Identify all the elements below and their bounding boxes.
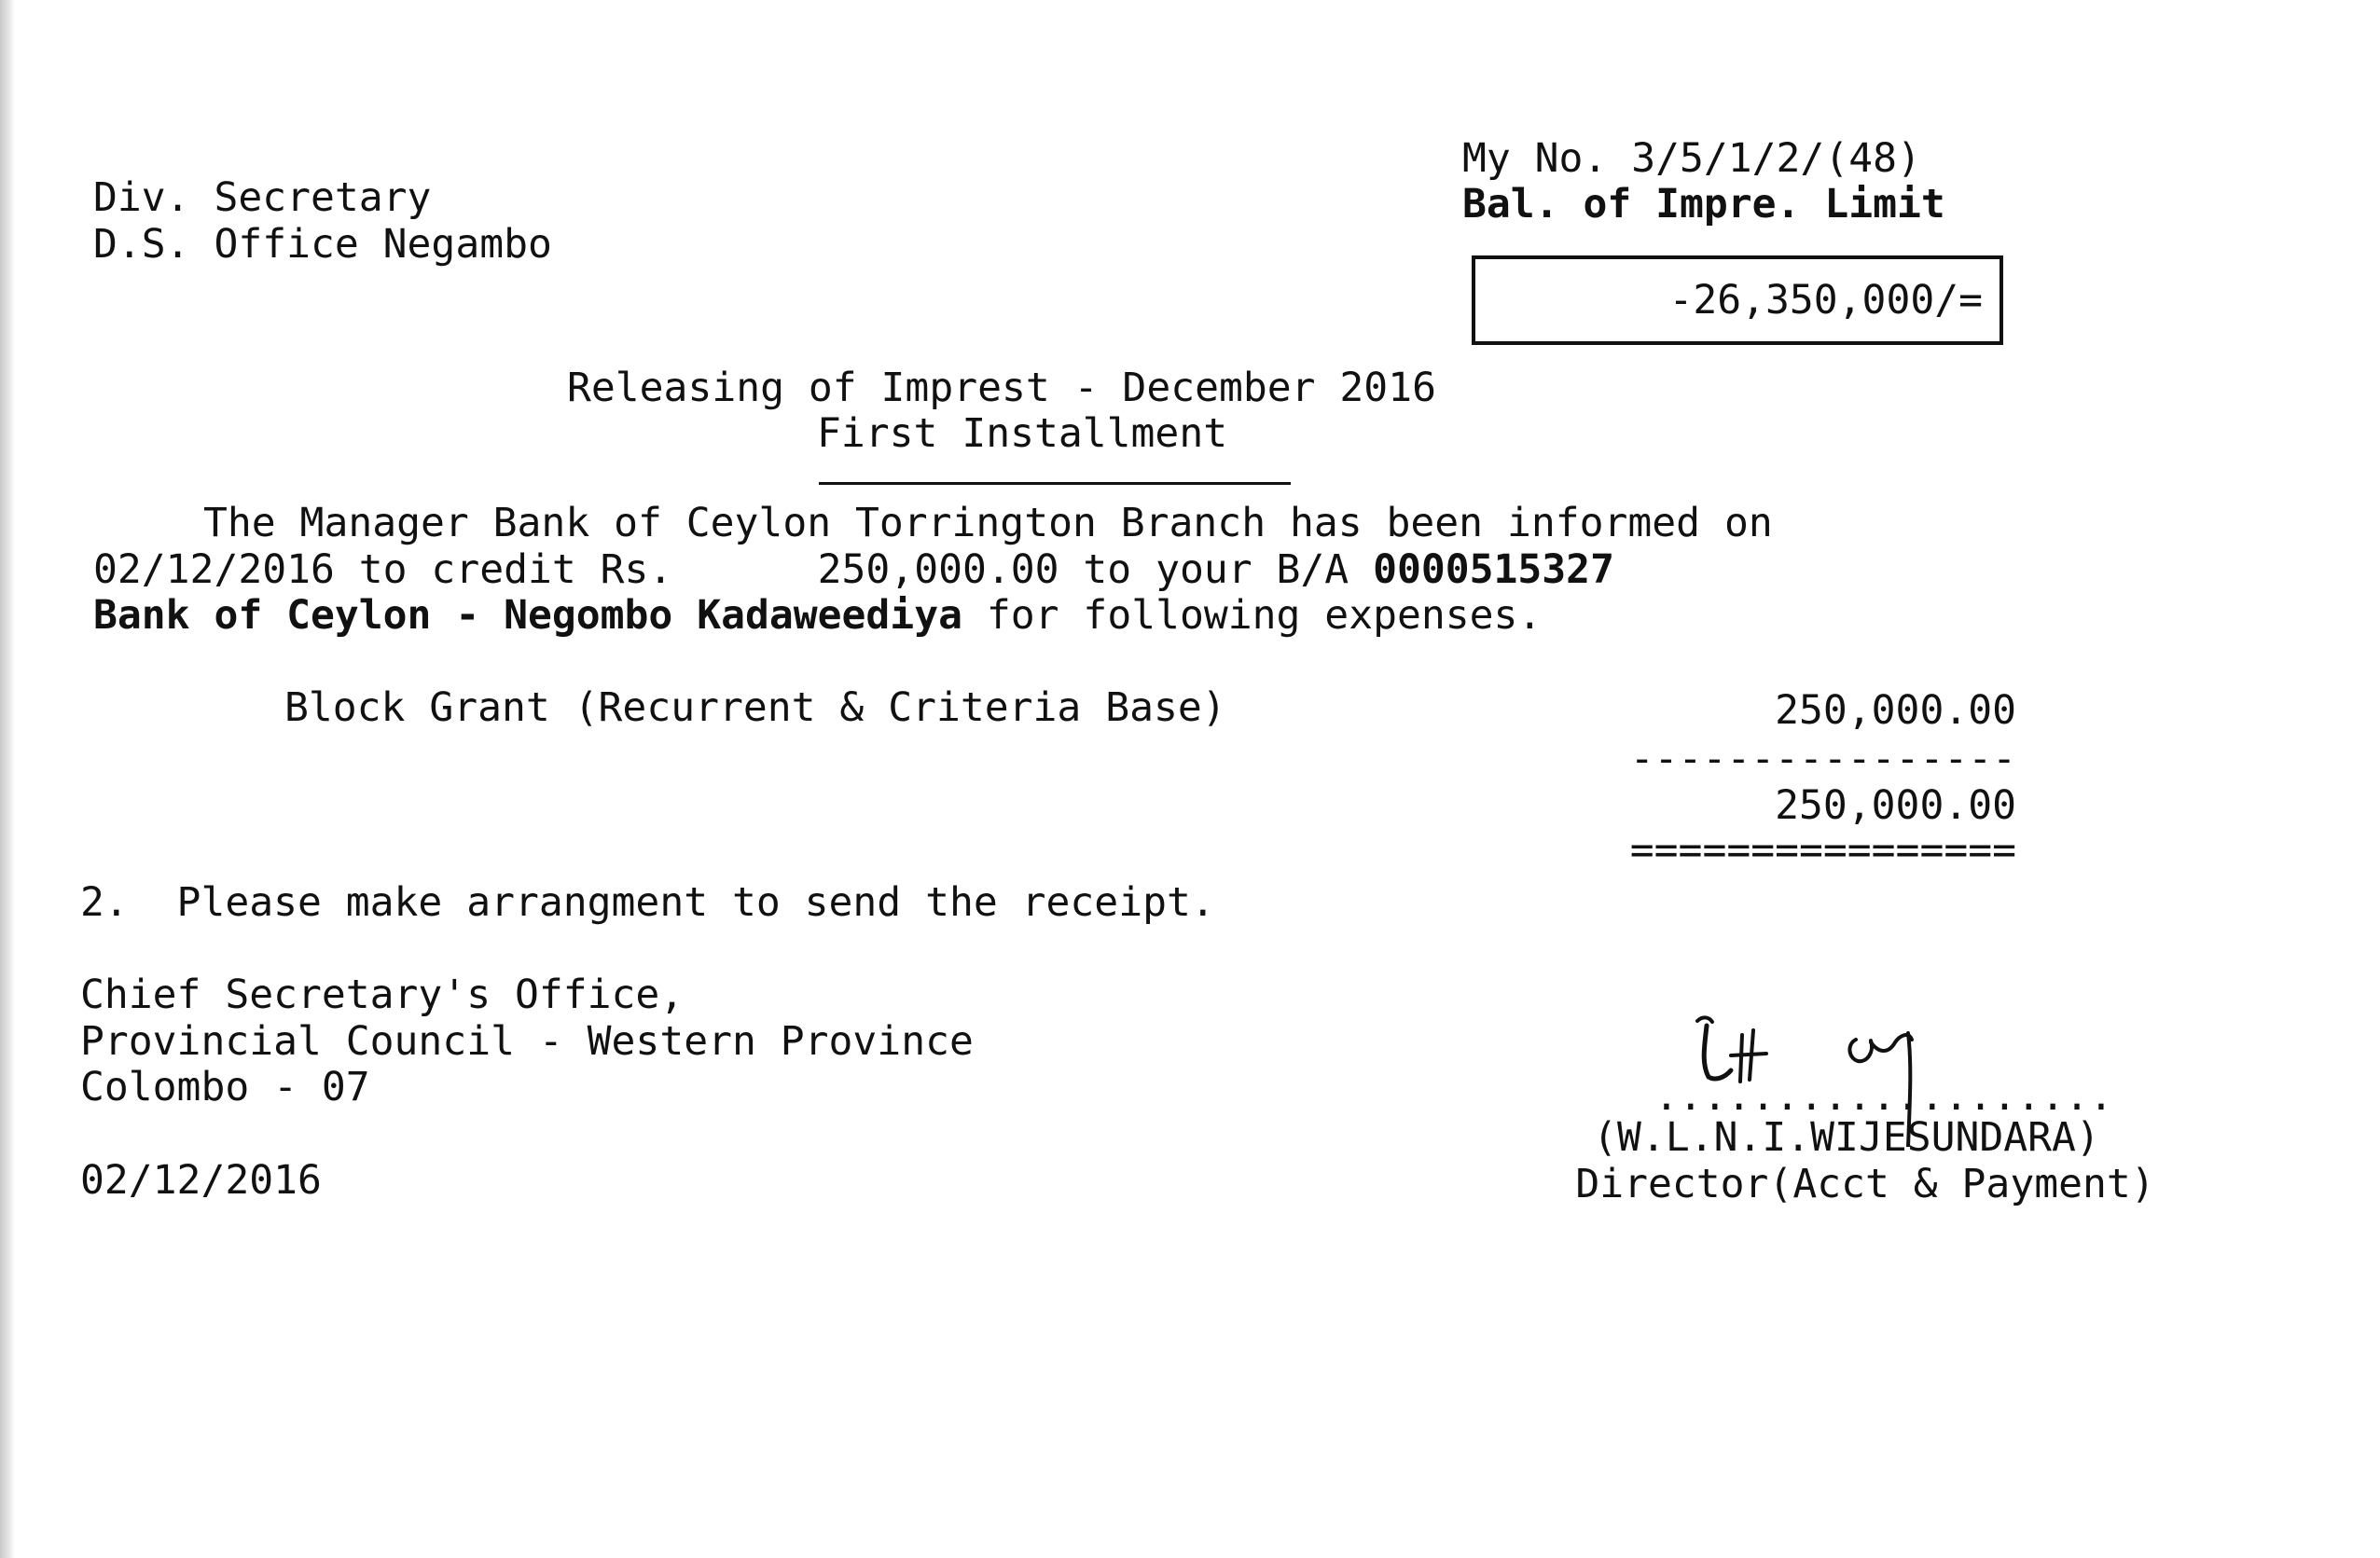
paragraph-line-1: The Manager Bank of Ceylon Torrington Branch has been informed on <box>203 500 1773 546</box>
sender-line3: Colombo - 07 <box>80 1064 370 1110</box>
receipt-note: 2. Please make arrangment to send the receipt. <box>80 879 1215 926</box>
heading-underline <box>819 482 1291 485</box>
document-date: 02/12/2016 <box>80 1157 322 1204</box>
addressee-line1: Div. Secretary <box>93 174 432 221</box>
scan-edge-shadow <box>0 0 15 1558</box>
expense-item-label: Block Grant (Recurrent & Criteria Base) <box>284 684 1226 731</box>
total-rule: ================ <box>1629 827 2016 874</box>
paragraph-line-3-text: for following expenses. <box>962 592 1543 639</box>
signatory-title: Director(Acct & Payment) <box>1575 1161 2155 1207</box>
sender-line1: Chief Secretary's Office, <box>80 972 685 1018</box>
subtotal-rule: ---------------- <box>1629 736 2016 782</box>
expense-total-value: 250,000.00 <box>1775 782 2016 829</box>
document-subtitle: First Installment <box>817 410 1228 457</box>
signatory-name: (W.L.N.I.WIJESUNDARA) <box>1593 1114 2100 1161</box>
balance-label: Bal. of Impre. Limit <box>1462 181 1945 227</box>
balance-box <box>1472 255 2003 345</box>
bank-branch: Bank of Ceylon - Negombo Kadaweediya <box>93 592 962 639</box>
document-title: Releasing of Imprest - December 2016 <box>567 365 1436 411</box>
balance-value: -26,350,000/= <box>1668 277 1983 324</box>
paragraph-line-3 <box>93 593 1542 639</box>
expense-item-value: 250,000.00 <box>1775 687 2016 734</box>
signature-line: ................... <box>1654 1073 2113 1120</box>
paragraph-line-2-text: 02/12/2016 to credit Rs. 250,000.00 to your B/A <box>93 546 1374 593</box>
account-number: 0000515327 <box>1373 546 1614 593</box>
addressee-line2: D.S. Office Negambo <box>93 221 552 268</box>
sender-line2: Provincial Council - Western Province <box>80 1018 974 1065</box>
paragraph-line-2 <box>93 547 1614 593</box>
reference-number: My No. 3/5/1/2/(48) <box>1462 135 1921 182</box>
